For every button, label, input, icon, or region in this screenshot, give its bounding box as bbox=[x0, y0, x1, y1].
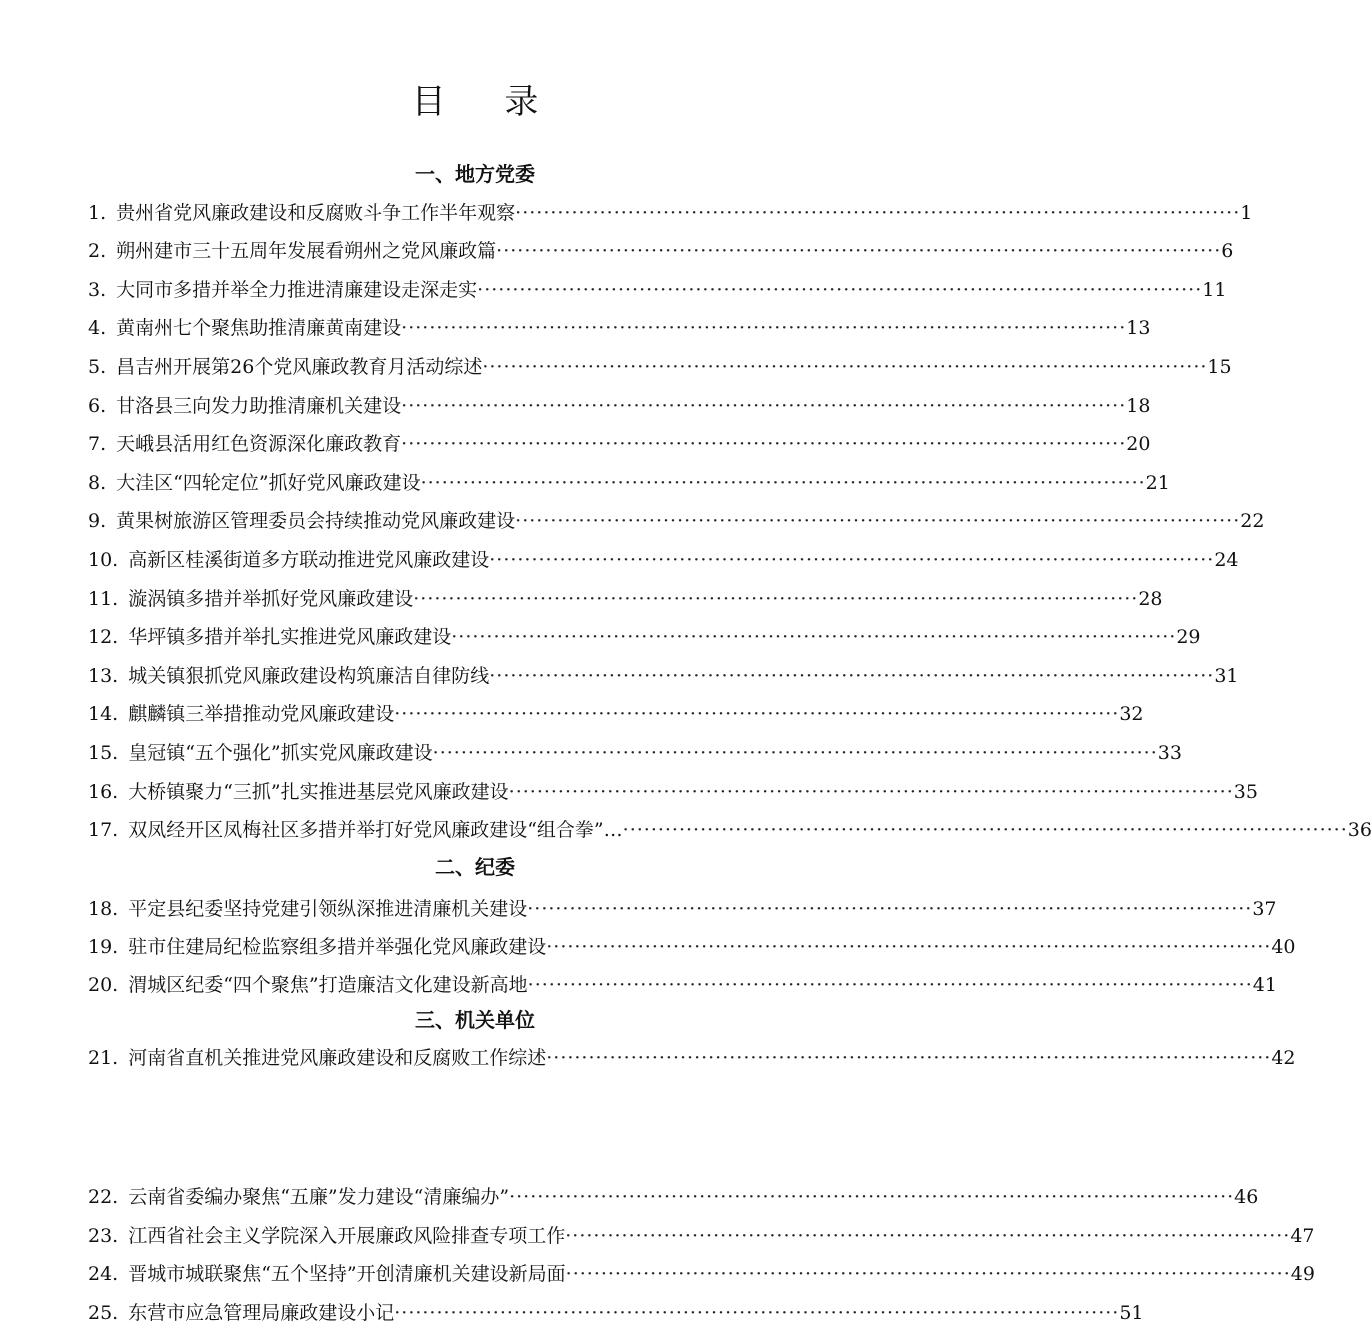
toc-entry-number: 5. bbox=[88, 356, 107, 378]
toc-entry-leader: ······································································································· bbox=[489, 549, 1215, 571]
toc-entry-title: 河南省直机关推进党风廉政建设和反腐败工作综述 bbox=[128, 1047, 547, 1069]
toc-entry-page: 20 bbox=[1126, 433, 1151, 455]
toc-entry-page: 22 bbox=[1240, 510, 1265, 532]
toc-entry[interactable] bbox=[88, 932, 1296, 962]
toc-entry-number: 25. bbox=[88, 1302, 119, 1324]
toc-entry-title: 大桥镇聚力“三抓”扎实推进基层党风廉政建设 bbox=[128, 781, 509, 803]
toc-entry[interactable] bbox=[88, 198, 1253, 228]
toc-entry-number: 8. bbox=[88, 472, 107, 494]
toc-entry-number: 4. bbox=[88, 317, 107, 339]
toc-entry-number: 21. bbox=[88, 1047, 119, 1069]
toc-entry[interactable] bbox=[88, 1043, 1296, 1073]
toc-entry-number: 2. bbox=[88, 240, 107, 262]
toc-entry-leader: ······································································································· bbox=[401, 317, 1127, 339]
toc-entry-number: 13. bbox=[88, 665, 119, 687]
toc-entry-leader: ······································································································· bbox=[527, 898, 1253, 920]
toc-entry-leader: ······································································································· bbox=[515, 510, 1241, 532]
toc-entry-leader: ······································································································· bbox=[546, 936, 1272, 958]
toc-entry-number: 10. bbox=[88, 549, 119, 571]
toc-entry-page: 42 bbox=[1271, 1047, 1296, 1069]
toc-entry-leader: ······································································································· bbox=[565, 1263, 1291, 1285]
toc-entry-page: 36 bbox=[1347, 819, 1372, 841]
toc-entry-title: 甘洛县三向发力助推清廉机关建设 bbox=[116, 395, 402, 417]
toc-entry-leader: ······································································································· bbox=[527, 974, 1253, 996]
toc-entry-page: 28 bbox=[1138, 588, 1163, 610]
toc-entry-leader: ······································································································· bbox=[496, 240, 1222, 262]
toc-entry-leader: ······································································································· bbox=[546, 1047, 1272, 1069]
toc-entry[interactable] bbox=[88, 468, 1170, 498]
toc-entry-number: 24. bbox=[88, 1263, 119, 1285]
toc-entry-title: 贵州省党风廉政建设和反腐败斗争工作半年观察 bbox=[116, 202, 516, 224]
toc-entry-page: 21 bbox=[1145, 472, 1170, 494]
toc-entry[interactable] bbox=[88, 1298, 1144, 1328]
toc-entry-page: 51 bbox=[1119, 1302, 1144, 1324]
toc-entry[interactable] bbox=[88, 1221, 1315, 1251]
toc-entry-page: 24 bbox=[1214, 549, 1239, 571]
toc-entry-number: 1. bbox=[88, 202, 107, 224]
toc-entry-number: 9. bbox=[88, 510, 107, 532]
toc-entry[interactable] bbox=[88, 352, 1232, 382]
toc-entry[interactable] bbox=[88, 275, 1227, 305]
toc-entry[interactable] bbox=[88, 506, 1265, 536]
toc-entry-leader: ······································································································· bbox=[515, 202, 1241, 224]
toc-entry[interactable] bbox=[88, 391, 1151, 421]
toc-entry-number: 7. bbox=[88, 433, 107, 455]
toc-entry[interactable] bbox=[88, 894, 1277, 924]
toc-entry-page: 29 bbox=[1176, 626, 1201, 648]
toc-entry-leader: ······································································································· bbox=[489, 665, 1215, 687]
toc-entry-leader: ······································································································· bbox=[477, 279, 1203, 301]
toc-entry[interactable] bbox=[88, 622, 1201, 652]
toc-entry-page: 6 bbox=[1221, 240, 1234, 262]
toc-entry-page: 11 bbox=[1202, 279, 1227, 301]
toc-entry-title: 东营市应急管理局廉政建设小记 bbox=[128, 1302, 395, 1324]
toc-entry-page: 1 bbox=[1240, 202, 1253, 224]
toc-entry-page: 37 bbox=[1252, 898, 1277, 920]
toc-entry[interactable] bbox=[88, 1182, 1259, 1212]
toc-entry-number: 11. bbox=[88, 588, 119, 610]
toc-entry-page: 32 bbox=[1119, 703, 1144, 725]
toc-entry-title: 天峨县活用红色资源深化廉政教育 bbox=[116, 433, 402, 455]
toc-entry-number: 6. bbox=[88, 395, 107, 417]
toc-entry-page: 47 bbox=[1290, 1225, 1315, 1247]
toc-entry-page: 18 bbox=[1126, 395, 1151, 417]
toc-entry-page: 46 bbox=[1234, 1186, 1259, 1208]
toc-entry-number: 12. bbox=[88, 626, 119, 648]
toc-entry-leader: ······································································································· bbox=[420, 472, 1146, 494]
toc-entry-title: 双凤经开区凤梅社区多措并举打好党风廉政建设“组合拳”… bbox=[128, 819, 623, 841]
toc-entry-page: 40 bbox=[1271, 936, 1296, 958]
section-heading: 二、纪委 bbox=[435, 855, 515, 879]
toc-entry[interactable] bbox=[88, 236, 1234, 266]
toc-entry-title: 黄果树旅游区管理委员会持续推动党风廉政建设 bbox=[116, 510, 516, 532]
toc-entry-number: 23. bbox=[88, 1225, 119, 1247]
toc-entry-leader: ······································································································· bbox=[509, 1186, 1235, 1208]
toc-entry-leader: ······································································································· bbox=[401, 433, 1127, 455]
toc-entry-title: 皇冠镇“五个强化”抓实党风廉政建设 bbox=[128, 742, 433, 764]
toc-entry-leader: ······································································································· bbox=[565, 1225, 1291, 1247]
toc-entry-leader: ······································································································· bbox=[622, 819, 1348, 841]
toc-entry-leader: ······································································································· bbox=[394, 1302, 1120, 1324]
toc-entry-leader: ······································································································· bbox=[401, 395, 1127, 417]
toc-entry-title: 晋城市城联聚焦“五个坚持”开创清廉机关建设新局面 bbox=[128, 1263, 566, 1285]
toc-entry[interactable] bbox=[88, 699, 1144, 729]
toc-entry-page: 35 bbox=[1233, 781, 1258, 803]
toc-entry-number: 15. bbox=[88, 742, 119, 764]
toc-entry-page: 33 bbox=[1157, 742, 1182, 764]
toc-entry[interactable] bbox=[88, 545, 1239, 575]
toc-entry-title: 大同市多措并举全力推进清廉建设走深走实 bbox=[116, 279, 478, 301]
toc-entry[interactable] bbox=[88, 970, 1277, 1000]
toc-entry-title: 黄南州七个聚焦助推清廉黄南建设 bbox=[116, 317, 402, 339]
toc-entry-title: 高新区桂溪街道多方联动推进党风廉政建设 bbox=[128, 549, 490, 571]
toc-entry[interactable] bbox=[88, 1259, 1315, 1289]
toc-entry-number: 20. bbox=[88, 974, 119, 996]
toc-entry-number: 14. bbox=[88, 703, 119, 725]
toc-entry[interactable] bbox=[88, 313, 1151, 343]
toc-entry[interactable] bbox=[88, 429, 1151, 459]
toc-entry-leader: ······································································································· bbox=[394, 703, 1120, 725]
toc-entry-number: 19. bbox=[88, 936, 119, 958]
toc-entry[interactable] bbox=[88, 738, 1182, 768]
toc-entry-title: 江西省社会主义学院深入开展廉政风险排查专项工作 bbox=[128, 1225, 566, 1247]
toc-entry-number: 22. bbox=[88, 1186, 119, 1208]
toc-entry-title: 大洼区“四轮定位”抓好党风廉政建设 bbox=[116, 472, 421, 494]
toc-entry-title: 漩涡镇多措并举抓好党风廉政建设 bbox=[128, 588, 414, 610]
toc-entry-leader: ······································································································· bbox=[508, 781, 1234, 803]
toc-entry-number: 16. bbox=[88, 781, 119, 803]
toc-entry-title: 城关镇狠抓党风廉政建设构筑廉洁自律防线 bbox=[128, 665, 490, 687]
toc-entry-page: 13 bbox=[1126, 317, 1151, 339]
section-heading: 三、机关单位 bbox=[415, 1008, 535, 1032]
toc-entry-leader: ······································································································· bbox=[432, 742, 1158, 764]
toc-entry-page: 31 bbox=[1214, 665, 1239, 687]
toc-entry-title: 云南省委编办聚焦“五廉”发力建设“清廉编办” bbox=[128, 1186, 510, 1208]
toc-entry-page: 49 bbox=[1290, 1263, 1315, 1285]
page-title: 目 录 bbox=[411, 82, 563, 122]
toc-entry-number: 18. bbox=[88, 898, 119, 920]
toc-entry[interactable] bbox=[88, 661, 1239, 691]
toc-entry-title: 驻市住建局纪检监察组多措并举强化党风廉政建设 bbox=[128, 936, 547, 958]
toc-entry-title: 麒麟镇三举措推动党风廉政建设 bbox=[128, 703, 395, 725]
toc-entry[interactable] bbox=[88, 584, 1163, 614]
toc-entry-leader: ······································································································· bbox=[482, 356, 1208, 378]
toc-entry-page: 15 bbox=[1207, 356, 1232, 378]
toc-entry-title: 昌吉州开展第26个党风廉政教育月活动综述 bbox=[116, 356, 483, 378]
toc-entry-title: 朔州建市三十五周年发展看朔州之党风廉政篇 bbox=[116, 240, 497, 262]
toc-entry-title: 华坪镇多措并举扎实推进党风廉政建设 bbox=[128, 626, 452, 648]
toc-entry[interactable] bbox=[88, 815, 1372, 845]
toc-entry-leader: ······································································································· bbox=[413, 588, 1139, 610]
toc-entry-number: 3. bbox=[88, 279, 107, 301]
section-heading: 一、地方党委 bbox=[415, 162, 535, 186]
toc-entry-title: 渭城区纪委“四个聚焦”打造廉洁文化建设新高地 bbox=[128, 974, 528, 996]
toc-entry[interactable] bbox=[88, 777, 1258, 807]
toc-entry-number: 17. bbox=[88, 819, 119, 841]
toc-entry-title: 平定县纪委坚持党建引领纵深推进清廉机关建设 bbox=[128, 898, 528, 920]
toc-entry-leader: ······································································································· bbox=[451, 626, 1177, 648]
toc-entry-page: 41 bbox=[1252, 974, 1277, 996]
